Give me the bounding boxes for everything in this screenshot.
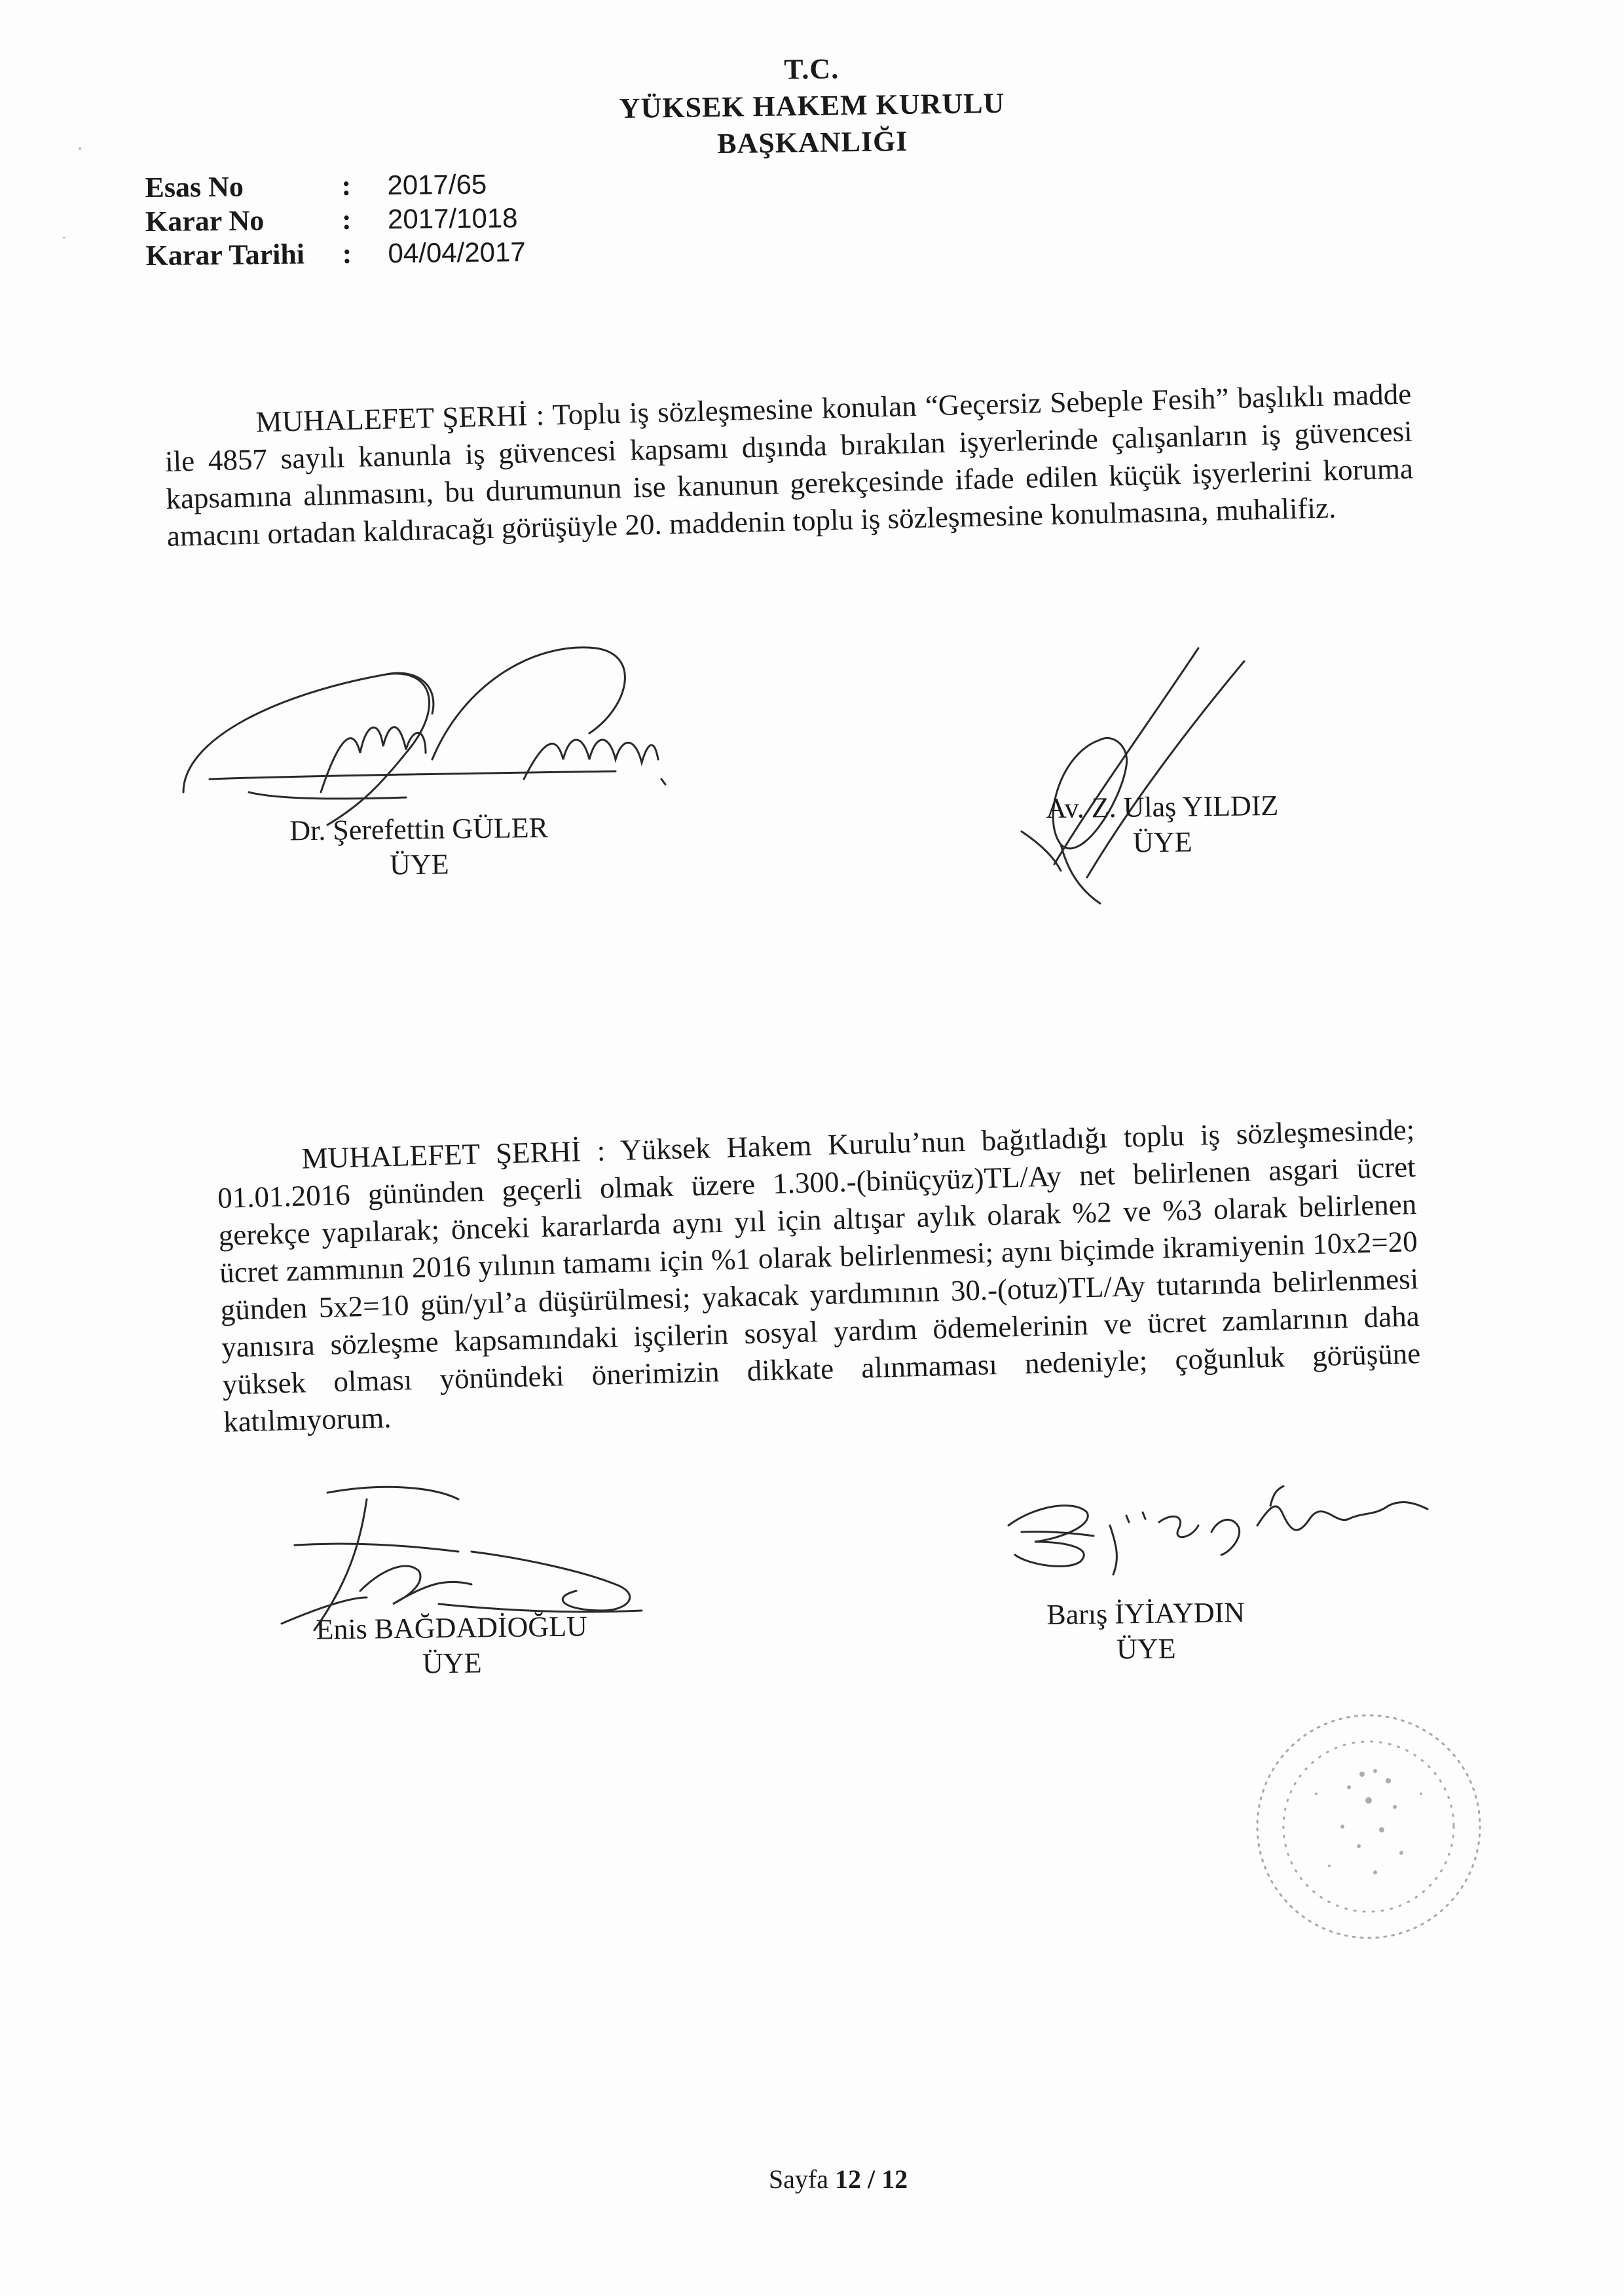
signatory-name: Enis BAĞDADİOĞLU <box>316 1610 588 1646</box>
official-stamp-icon <box>1238 1696 1500 1958</box>
signature-yildiz <box>982 648 1270 910</box>
karar-label: Karar No <box>145 204 265 238</box>
tarih-colon: : <box>342 237 352 270</box>
signatory-block-bagdadioglu <box>268 1609 635 1684</box>
karar-colon: : <box>341 203 352 236</box>
tarih-label: Karar Tarihi <box>145 238 305 272</box>
header-line-kurul: YÜKSEK HAKEM KURULU <box>619 86 1005 125</box>
esas-label: Esas No <box>145 170 244 204</box>
signatory-block-guler <box>235 810 602 885</box>
document-header <box>543 47 1081 164</box>
signatory-block-iyiaydin <box>962 1594 1329 1669</box>
signatory-name: Av. Z. Ulaş YILDIZ <box>1045 789 1279 825</box>
dissent-opinion-1 <box>164 375 1414 555</box>
signatory-name: Barış İYİAYDIN <box>1046 1596 1246 1631</box>
signatory-block-yildiz <box>978 788 1346 863</box>
scan-speck <box>79 147 81 150</box>
scan-speck <box>62 237 66 238</box>
signatory-role: ÜYE <box>422 1647 482 1680</box>
signatory-role: ÜYE <box>1116 1632 1176 1666</box>
signatory-role: ÜYE <box>389 848 449 881</box>
case-meta <box>145 167 526 273</box>
signatory-name: Dr. Şerefettin GÜLER <box>289 811 549 847</box>
signatory-role: ÜYE <box>1132 826 1192 859</box>
meta-row-karar <box>145 201 526 239</box>
dissent-opinion-2 <box>216 1111 1422 1441</box>
header-line-baskanlik: BAŞKANLIĞI <box>716 124 908 160</box>
esas-colon: : <box>341 169 352 202</box>
karar-value: 2017/1018 <box>387 202 518 235</box>
meta-row-esas <box>145 167 525 205</box>
esas-value: 2017/65 <box>387 168 487 201</box>
dissent-2-text: MUHALEFET ŞERHİ : Yüksek Hakem Kurulu’nun bağıtladığı toplu iş sözleşmesinde; 01.01.2016 gününden geçerli olmak üzere 1.300.-(binüçyüz)TL/Ay net belirlenen asgari ücret gerekçe yapılarak; önceki kararlarda aynı yıl için altışar aylık olarak %2 ve %3 olarak belirlenen ücret zammının 2016 yılının tamamı için %1 olarak belirlenmesi; aynı biçimde ikramiyenin 10x2=20 günden 5x2=10 gün/yıl’a düşürülmesi; yakacak yardımının 30.-(otuz)TL/Ay tutarında belirlenmesi yanısıra sözleşme kapsamındaki işçilerin sosyal yardım ödemelerinin ve ücret zamlarının daha yüksek olması yönündeki önerimizin dikkate alınmaması nedeniyle; çoğunluk görüşüne katılmıyorum. <box>217 1113 1421 1438</box>
footer-page-number: 12 / 12 <box>834 2164 908 2194</box>
tarih-value: 04/04/2017 <box>388 236 526 269</box>
dissent-1-text: MUHALEFET ŞERHİ : Toplu iş sözleşmesine konulan “Geçersiz Sebeple Fesih” başlıklı madde ile 4857 sayılı kanunla iş güvencesi kapsamı dışında bırakılan işyerlerinde çalışanların iş güvencesi kapsamına alınmasını, bu durumunun ise kanunun gerekçesinde ifade edilen küçük işyerlerini koruma amacını ortadan kaldıracağı görüşüyle 20. maddenin toplu iş sözleşmesine konulmasına, muhalifiz. <box>164 377 1414 553</box>
header-line-tc: T.C. <box>783 52 840 86</box>
footer-label: Sayfa <box>768 2164 835 2194</box>
page-footer <box>707 2164 969 2195</box>
meta-row-tarih <box>145 235 526 273</box>
signature-iyiaydin <box>995 1480 1441 1578</box>
